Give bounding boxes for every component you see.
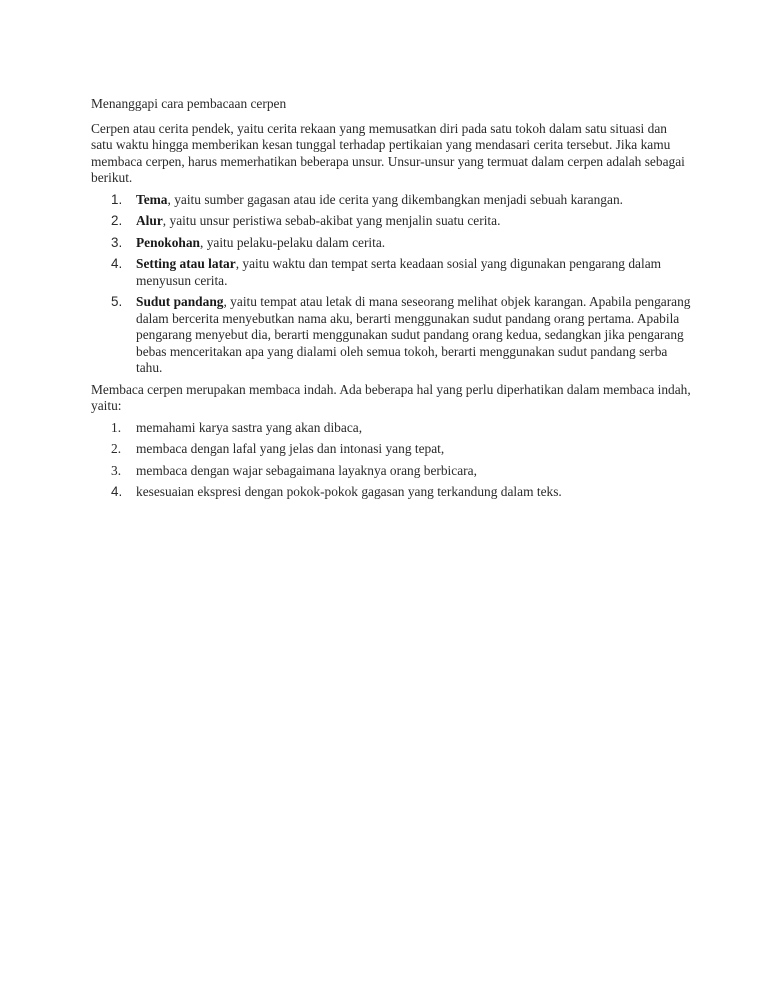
list-item	[91, 484, 691, 501]
term-description: , yaitu waktu dan tempat serta keadaan sosial yang digunakan pengarang dalam menyusun cerita.	[136, 256, 662, 288]
second-paragraph: Membaca cerpen merupakan membaca indah. Ada beberapa hal yang perlu diperhatikan dalam membaca indah, yaitu:	[91, 381, 691, 413]
list-item-text: memahami karya sastra yang akan dibaca,	[136, 419, 363, 435]
list-item-text: kesesuaian ekspresi dengan pokok-pokok gagasan yang terkandung dalam teks.	[136, 484, 562, 499]
term-description: , yaitu tempat atau letak di mana seseorang melihat objek karangan. Apabila pengarang dalam bercerita menyebutkan nama aku, berarti menggunakan sudut pandang orang pertama. Apabila pengarang menyebut dia, berarti menggunakan sudut pandang orang kedua, sedangkan jika pengarang bebas menceritakan apa yang dialami oleh semua tokoh, berarti menggunakan sudut pandang serba tahu.	[136, 294, 691, 375]
list-item	[91, 192, 691, 209]
term-label: Setting atau latar	[136, 256, 236, 271]
list-item	[91, 420, 691, 437]
term-label: Tema	[136, 191, 168, 207]
document-page	[91, 96, 691, 506]
term-description: , yaitu pelaku-pelaku dalam cerita.	[200, 234, 386, 250]
list-item	[91, 294, 691, 377]
list-number: 2.	[111, 441, 122, 456]
list-item	[91, 256, 691, 289]
story-elements-list	[91, 192, 691, 377]
list-number: 2.	[111, 213, 123, 228]
list-item	[91, 235, 691, 252]
list-number: 1.	[111, 191, 123, 207]
list-item	[91, 213, 691, 230]
term-label: Sudut pandang	[136, 294, 224, 309]
list-number: 5.	[111, 294, 123, 309]
reading-points-list	[91, 420, 691, 501]
list-item	[91, 441, 691, 458]
list-item-text: membaca dengan wajar sebagaimana layaknya orang berbicara,	[136, 462, 477, 478]
list-number: 4.	[111, 484, 123, 499]
intro-paragraph: Cerpen atau cerita pendek, yaitu cerita rekaan yang memusatkan diri pada satu tokoh dalam satu situasi dan satu waktu hingga memberikan kesan tunggal terhadap pertikaian yang mendasari cerita tersebut. Jika kamu membaca cerpen, harus memerhatikan beberapa unsur. Unsur-unsur yang termuat dalam cerpen adalah sebagai berikut.	[91, 120, 685, 185]
term-description: , yaitu unsur peristiwa sebab-akibat yang menjalin suatu cerita.	[162, 213, 501, 228]
list-number: 3.	[111, 462, 122, 478]
term-label: Penokohan	[136, 234, 200, 250]
term-description: , yaitu sumber gagasan atau ide cerita yang dikembangkan menjadi sebuah karangan.	[167, 191, 623, 207]
list-item	[91, 463, 691, 480]
list-number: 4.	[111, 256, 123, 271]
list-number: 1.	[111, 419, 122, 435]
term-label: Alur	[136, 213, 163, 228]
document-title: Menanggapi cara pembacaan cerpen	[91, 96, 287, 111]
list-number: 3.	[111, 234, 123, 250]
list-item-text: membaca dengan lafal yang jelas dan intonasi yang tepat,	[136, 441, 445, 456]
